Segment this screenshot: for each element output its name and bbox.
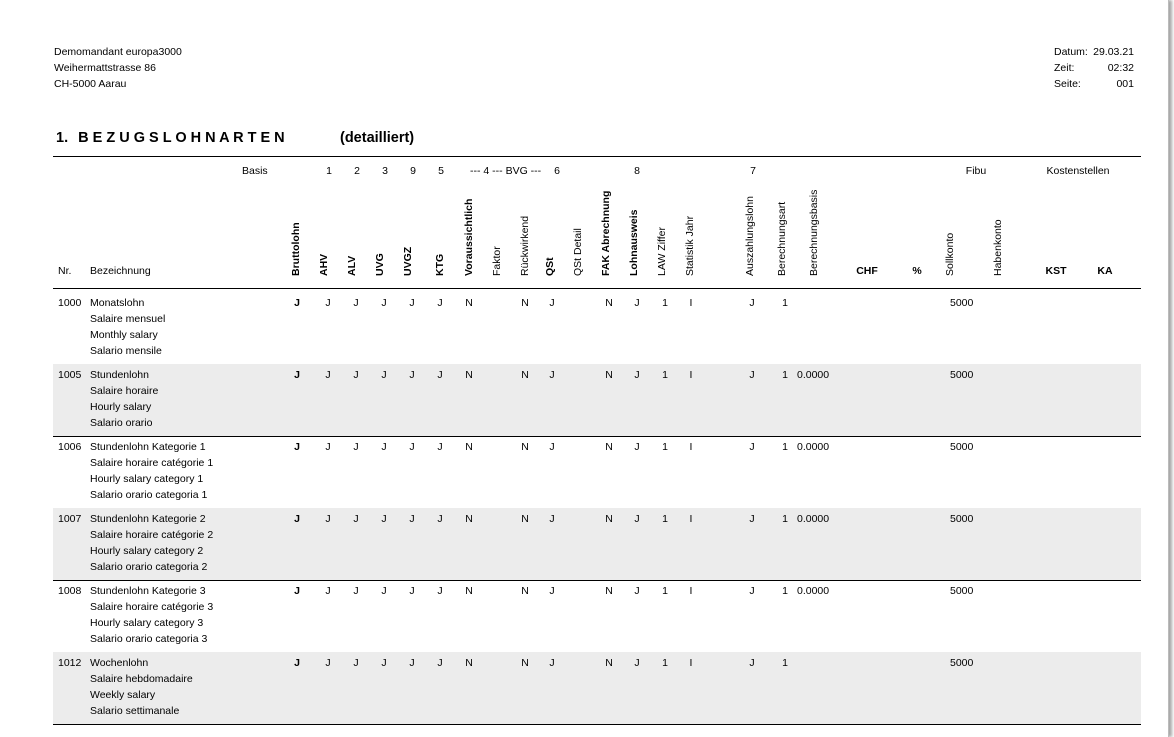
row-name: Hourly salary category 2 xyxy=(90,545,204,557)
row-qst: J xyxy=(549,441,555,453)
datum-label: Datum: xyxy=(1054,46,1088,58)
row-statistik: I xyxy=(689,297,693,309)
row-sollkonto: 5000 xyxy=(950,657,974,669)
group-9-label: 9 xyxy=(410,165,416,177)
fibu-label: Fibu xyxy=(965,165,987,177)
row-lohnausweis: J xyxy=(634,297,640,309)
basis-label: Basis xyxy=(242,165,268,177)
row-rueck: N xyxy=(521,585,529,597)
row-name: Salaire horaire xyxy=(90,385,159,397)
row-divider xyxy=(53,724,1141,725)
row-sollkonto: 5000 xyxy=(950,513,974,525)
row-qst: J xyxy=(549,657,555,669)
row-lohnausweis: J xyxy=(634,513,640,525)
row-uvgz: J xyxy=(409,585,415,597)
row-ktg: J xyxy=(437,657,443,669)
row-lohnausweis: J xyxy=(634,585,640,597)
row-auszahlung: J xyxy=(749,441,755,453)
row-berechnungsbasis: 0.0000 xyxy=(797,585,830,597)
col-law-ziffer: LAW Ziffer xyxy=(656,226,668,276)
row-ktg: J xyxy=(437,585,443,597)
group-bvg-label: --- 4 --- BVG --- xyxy=(470,165,542,177)
row-alv: J xyxy=(353,297,359,309)
row-berechnungsart: 1 xyxy=(782,657,788,669)
row-name: Weekly salary xyxy=(90,689,156,701)
row-ahv: J xyxy=(325,441,331,453)
col-rueckwirkend: Rückwirkend xyxy=(519,215,531,276)
row-fak: N xyxy=(605,369,613,381)
group-1-label: 1 xyxy=(326,165,332,177)
row-qst: J xyxy=(549,585,555,597)
col-sollkonto: Sollkonto xyxy=(944,232,956,276)
title-text: B E Z U G S L O H N A R T E N xyxy=(78,130,285,146)
row-fak: N xyxy=(605,657,613,669)
col-uvgz: UVGZ xyxy=(402,246,414,276)
company-city: CH-5000 Aarau xyxy=(54,78,127,90)
row-brutto: J xyxy=(294,585,300,597)
row-fak: N xyxy=(605,441,613,453)
row-nr: 1000 xyxy=(58,297,82,309)
row-uvgz: J xyxy=(409,297,415,309)
table-row xyxy=(53,580,1141,652)
col-kst: KST xyxy=(1045,265,1067,277)
row-brutto: J xyxy=(294,513,300,525)
row-alv: J xyxy=(353,441,359,453)
row-auszahlung: J xyxy=(749,369,755,381)
kostenstellen-label: Kostenstellen xyxy=(1046,165,1110,177)
table-row xyxy=(53,364,1141,436)
row-ahv: J xyxy=(325,297,331,309)
group-8-label: 8 xyxy=(634,165,640,177)
row-name: Stundenlohn Kategorie 2 xyxy=(90,513,206,525)
row-uvg: J xyxy=(381,513,387,525)
col-nr: Nr. xyxy=(58,265,72,277)
col-qst: QSt xyxy=(544,257,556,276)
col-fak-abrechnung: FAK Abrechnung xyxy=(600,190,612,276)
report-meta xyxy=(1054,44,1134,92)
row-name: Stundenlohn xyxy=(90,369,149,381)
col-uvg: UVG xyxy=(374,253,386,276)
row-berechnungsart: 1 xyxy=(782,369,788,381)
row-alv: J xyxy=(353,657,359,669)
group-6-label: 6 xyxy=(554,165,560,177)
row-fak: N xyxy=(605,585,613,597)
row-ktg: J xyxy=(437,441,443,453)
row-name: Salario orario xyxy=(90,417,153,429)
row-statistik: I xyxy=(689,657,693,669)
table-row xyxy=(53,508,1141,580)
row-brutto: J xyxy=(294,369,300,381)
company-address xyxy=(54,44,182,92)
row-vorauss: N xyxy=(465,297,473,309)
header-rule-top xyxy=(53,156,1141,157)
header-rule-bottom xyxy=(53,288,1141,289)
row-uvg: J xyxy=(381,369,387,381)
row-name: Salario settimanale xyxy=(90,705,180,717)
row-nr: 1005 xyxy=(58,369,82,381)
row-uvgz: J xyxy=(409,657,415,669)
col-ktg: KTG xyxy=(434,253,446,276)
row-law: 1 xyxy=(662,441,668,453)
row-auszahlung: J xyxy=(749,513,755,525)
group-2-label: 2 xyxy=(354,165,360,177)
col-chf: CHF xyxy=(856,265,878,277)
row-vorauss: N xyxy=(465,513,473,525)
row-alv: J xyxy=(353,585,359,597)
row-ktg: J xyxy=(437,513,443,525)
seite-label: Seite: xyxy=(1054,78,1081,90)
row-qst: J xyxy=(549,369,555,381)
row-name: Salaire mensuel xyxy=(90,313,166,325)
group-3-label: 3 xyxy=(382,165,388,177)
row-statistik: I xyxy=(689,585,693,597)
row-uvgz: J xyxy=(409,369,415,381)
col-bruttolohn: Bruttolohn xyxy=(290,222,302,276)
row-statistik: I xyxy=(689,369,693,381)
row-uvg: J xyxy=(381,657,387,669)
row-name: Salaire horaire catégorie 1 xyxy=(90,457,214,469)
col-berechnungsart: Berechnungsart xyxy=(776,201,788,276)
company-street: Weihermattstrasse 86 xyxy=(54,62,156,74)
row-name: Salario orario categoria 3 xyxy=(90,633,208,645)
row-lohnausweis: J xyxy=(634,657,640,669)
row-lohnausweis: J xyxy=(634,369,640,381)
zeit-value: 02:32 xyxy=(1107,62,1134,74)
row-auszahlung: J xyxy=(749,585,755,597)
row-berechnungsbasis: 0.0000 xyxy=(797,369,830,381)
row-sollkonto: 5000 xyxy=(950,369,974,381)
row-vorauss: N xyxy=(465,369,473,381)
row-brutto: J xyxy=(294,441,300,453)
company-name: Demomandant europa3000 xyxy=(54,46,182,58)
row-berechnungsart: 1 xyxy=(782,297,788,309)
row-ktg: J xyxy=(437,297,443,309)
row-nr: 1006 xyxy=(58,441,82,453)
row-qst: J xyxy=(549,297,555,309)
row-name: Stundenlohn Kategorie 1 xyxy=(90,441,206,453)
row-name: Salaire hebdomadaire xyxy=(90,673,193,685)
row-fak: N xyxy=(605,297,613,309)
row-name: Salario orario categoria 1 xyxy=(90,489,208,501)
row-ahv: J xyxy=(325,369,331,381)
row-nr: 1012 xyxy=(58,657,82,669)
row-name: Salaire horaire catégorie 3 xyxy=(90,601,214,613)
col-ka: KA xyxy=(1097,265,1113,277)
col-bezeichnung: Bezeichnung xyxy=(90,265,151,277)
row-uvg: J xyxy=(381,441,387,453)
row-brutto: J xyxy=(294,657,300,669)
row-brutto: J xyxy=(294,297,300,309)
row-ahv: J xyxy=(325,585,331,597)
row-law: 1 xyxy=(662,513,668,525)
row-alv: J xyxy=(353,369,359,381)
group-5-label: 5 xyxy=(438,165,444,177)
row-ahv: J xyxy=(325,657,331,669)
report-title xyxy=(56,130,285,146)
table-row xyxy=(53,652,1141,724)
table-row xyxy=(53,292,1141,364)
row-sollkonto: 5000 xyxy=(950,297,974,309)
row-berechnungsart: 1 xyxy=(782,441,788,453)
row-vorauss: N xyxy=(465,441,473,453)
row-ktg: J xyxy=(437,369,443,381)
col-ahv: AHV xyxy=(318,253,330,276)
zeit-label: Zeit: xyxy=(1054,62,1075,74)
col-berechnungsbasis: Berechnungsbasis xyxy=(808,189,820,276)
row-rueck: N xyxy=(521,441,529,453)
title-number: 1. xyxy=(56,130,69,146)
row-nr: 1008 xyxy=(58,585,82,597)
row-uvg: J xyxy=(381,297,387,309)
col-habenkonto: Habenkonto xyxy=(992,219,1004,276)
row-rueck: N xyxy=(521,297,529,309)
seite-value: 001 xyxy=(1116,78,1134,90)
col-alv: ALV xyxy=(346,255,358,276)
row-vorauss: N xyxy=(465,657,473,669)
row-sollkonto: 5000 xyxy=(950,441,974,453)
col-auszahlungslohn: Auszahlungslohn xyxy=(744,196,756,276)
row-nr: 1007 xyxy=(58,513,82,525)
title-suffix: (detailliert) xyxy=(340,130,415,146)
col-statistik-jahr: Statistik Jahr xyxy=(684,215,696,276)
row-alv: J xyxy=(353,513,359,525)
row-law: 1 xyxy=(662,585,668,597)
row-fak: N xyxy=(605,513,613,525)
row-name: Salario orario categoria 2 xyxy=(90,561,208,573)
row-name: Hourly salary xyxy=(90,401,152,413)
col-faktor: Faktor xyxy=(491,246,503,276)
col-qst-detail: QSt Detail xyxy=(572,228,584,276)
row-rueck: N xyxy=(521,657,529,669)
row-name: Monthly salary xyxy=(90,329,158,341)
row-law: 1 xyxy=(662,369,668,381)
row-name: Salaire horaire catégorie 2 xyxy=(90,529,214,541)
col-lohnausweis: Lohnausweis xyxy=(628,209,640,276)
row-name: Monatslohn xyxy=(90,297,145,309)
col-voraussichtlich: Voraussichtlich xyxy=(463,198,475,276)
row-statistik: I xyxy=(689,513,693,525)
row-auszahlung: J xyxy=(749,297,755,309)
row-berechnungsart: 1 xyxy=(782,585,788,597)
row-berechnungsbasis: 0.0000 xyxy=(797,441,830,453)
row-qst: J xyxy=(549,513,555,525)
row-law: 1 xyxy=(662,297,668,309)
row-name: Hourly salary category 3 xyxy=(90,617,204,629)
row-berechnungsart: 1 xyxy=(782,513,788,525)
row-statistik: I xyxy=(689,441,693,453)
col-pct: % xyxy=(912,265,922,277)
row-law: 1 xyxy=(662,657,668,669)
row-berechnungsbasis: 0.0000 xyxy=(797,513,830,525)
row-uvg: J xyxy=(381,585,387,597)
row-auszahlung: J xyxy=(749,657,755,669)
row-sollkonto: 5000 xyxy=(950,585,974,597)
row-name: Hourly salary category 1 xyxy=(90,473,204,485)
row-lohnausweis: J xyxy=(634,441,640,453)
row-uvgz: J xyxy=(409,513,415,525)
row-rueck: N xyxy=(521,369,529,381)
row-ahv: J xyxy=(325,513,331,525)
row-uvgz: J xyxy=(409,441,415,453)
row-name: Salario mensile xyxy=(90,345,162,357)
row-name: Stundenlohn Kategorie 3 xyxy=(90,585,206,597)
group-7-label: 7 xyxy=(750,165,756,177)
row-rueck: N xyxy=(521,513,529,525)
row-vorauss: N xyxy=(465,585,473,597)
datum-value: 29.03.21 xyxy=(1093,46,1134,58)
row-name: Wochenlohn xyxy=(90,657,149,669)
table-row xyxy=(53,436,1141,508)
